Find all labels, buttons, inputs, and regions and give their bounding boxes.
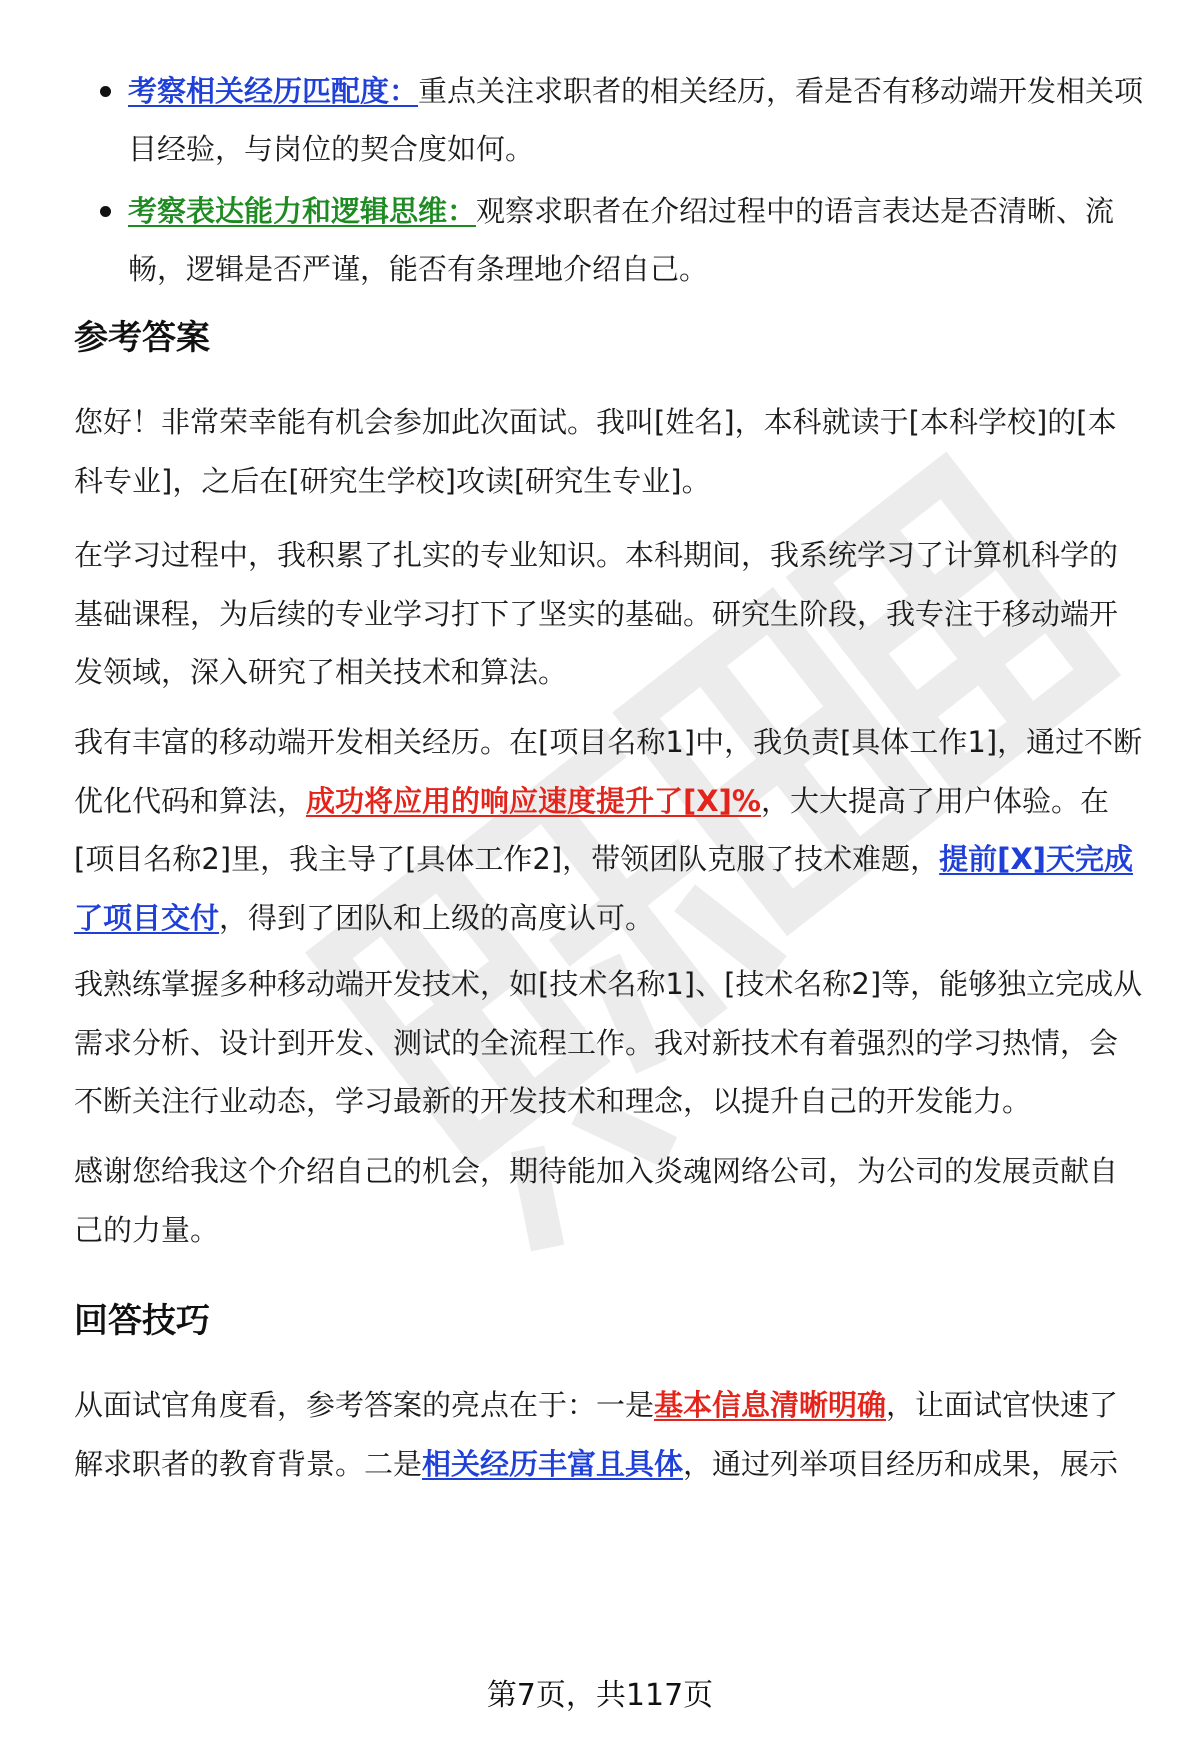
answer-paragraph-experience	[74, 713, 1144, 947]
paragraph-text: ，让面试官快速了解求职者的教育背景。二是	[74, 1388, 1119, 1481]
list-item	[128, 182, 1144, 298]
highlight-basic-info: 基本信息清晰明确	[654, 1388, 887, 1422]
section-heading-reference-answer: 参考答案	[74, 318, 210, 358]
paragraph-text: ，大大提高了用户体验。在[项目名称2]里，我主导了[具体工作2]，带领团队克服了技术难题，	[74, 783, 1109, 876]
answer-paragraph-intro: 您好！非常荣幸能有机会参加此次面试。我叫[姓名]，本科就读于[本科学校]的[本科专业]，之后在[研究生学校]攻读[研究生专业]。	[74, 405, 1117, 498]
bullet-dot-icon	[100, 206, 111, 217]
criteria-keyword: 考察表达能力和逻辑思维：	[128, 194, 477, 228]
evaluation-criteria-list	[128, 62, 1144, 302]
answer-paragraph-skills: 我熟练掌握多种移动端开发技术，如[技术名称1]、[技术名称2]等，能够独立完成从需求分析、设计到开发、测试的全流程工作。我对新技术有着强烈的学习热情，会不断关注行业动态，学习最新的开发技术和理念，以提升自己的开发能力。	[74, 967, 1143, 1118]
highlight-early-delivery: 提前[X]天完成了项目交付	[74, 842, 1134, 935]
highlight-rich-experience: 相关经历丰富且具体	[422, 1446, 684, 1481]
highlight-response-speed: 成功将应用的响应速度提升了[X]%	[306, 783, 761, 818]
criteria-keyword: 考察相关经历匹配度：	[128, 74, 419, 108]
page-number-footer: 第7页，共117页	[486, 1678, 714, 1713]
bullet-dot-icon	[100, 86, 111, 97]
tips-paragraph	[74, 1376, 1144, 1493]
criteria-text: 重点关注求职者的相关经历，看是否有移动端开发相关项目经验，与岗位的契合度如何。	[128, 74, 1144, 166]
list-item	[128, 62, 1144, 178]
paragraph-text: ，得到了团队和上级的高度认可。	[219, 900, 655, 935]
section-heading-answer-tips: 回答技巧	[74, 1301, 210, 1341]
paragraph-text: 从面试官角度看，参考答案的亮点在于：一是	[74, 1388, 655, 1422]
criteria-text: 观察求职者在介绍过程中的语言表达是否清晰、流畅，逻辑是否严谨，能否有条理地介绍自己。	[128, 194, 1115, 286]
paragraph-text: ，通过列举项目经历和成果，展示	[683, 1446, 1119, 1481]
answer-paragraph-study: 在学习过程中，我积累了扎实的专业知识。本科期间，我系统学习了计算机科学的基础课程，为后续的专业学习打下了坚实的基础。研究生阶段，我专注于移动端开发领域，深入研究了相关技术和算法。	[74, 538, 1119, 689]
paragraph-text: 我有丰富的移动端开发相关经历。在[项目名称1]中，我负责[具体工作1]，通过不断优化代码和算法，	[74, 725, 1143, 818]
answer-paragraph-thanks: 感谢您给我这个介绍自己的机会，期待能加入炎魂网络公司，为公司的发展贡献自己的力量。	[74, 1154, 1119, 1247]
